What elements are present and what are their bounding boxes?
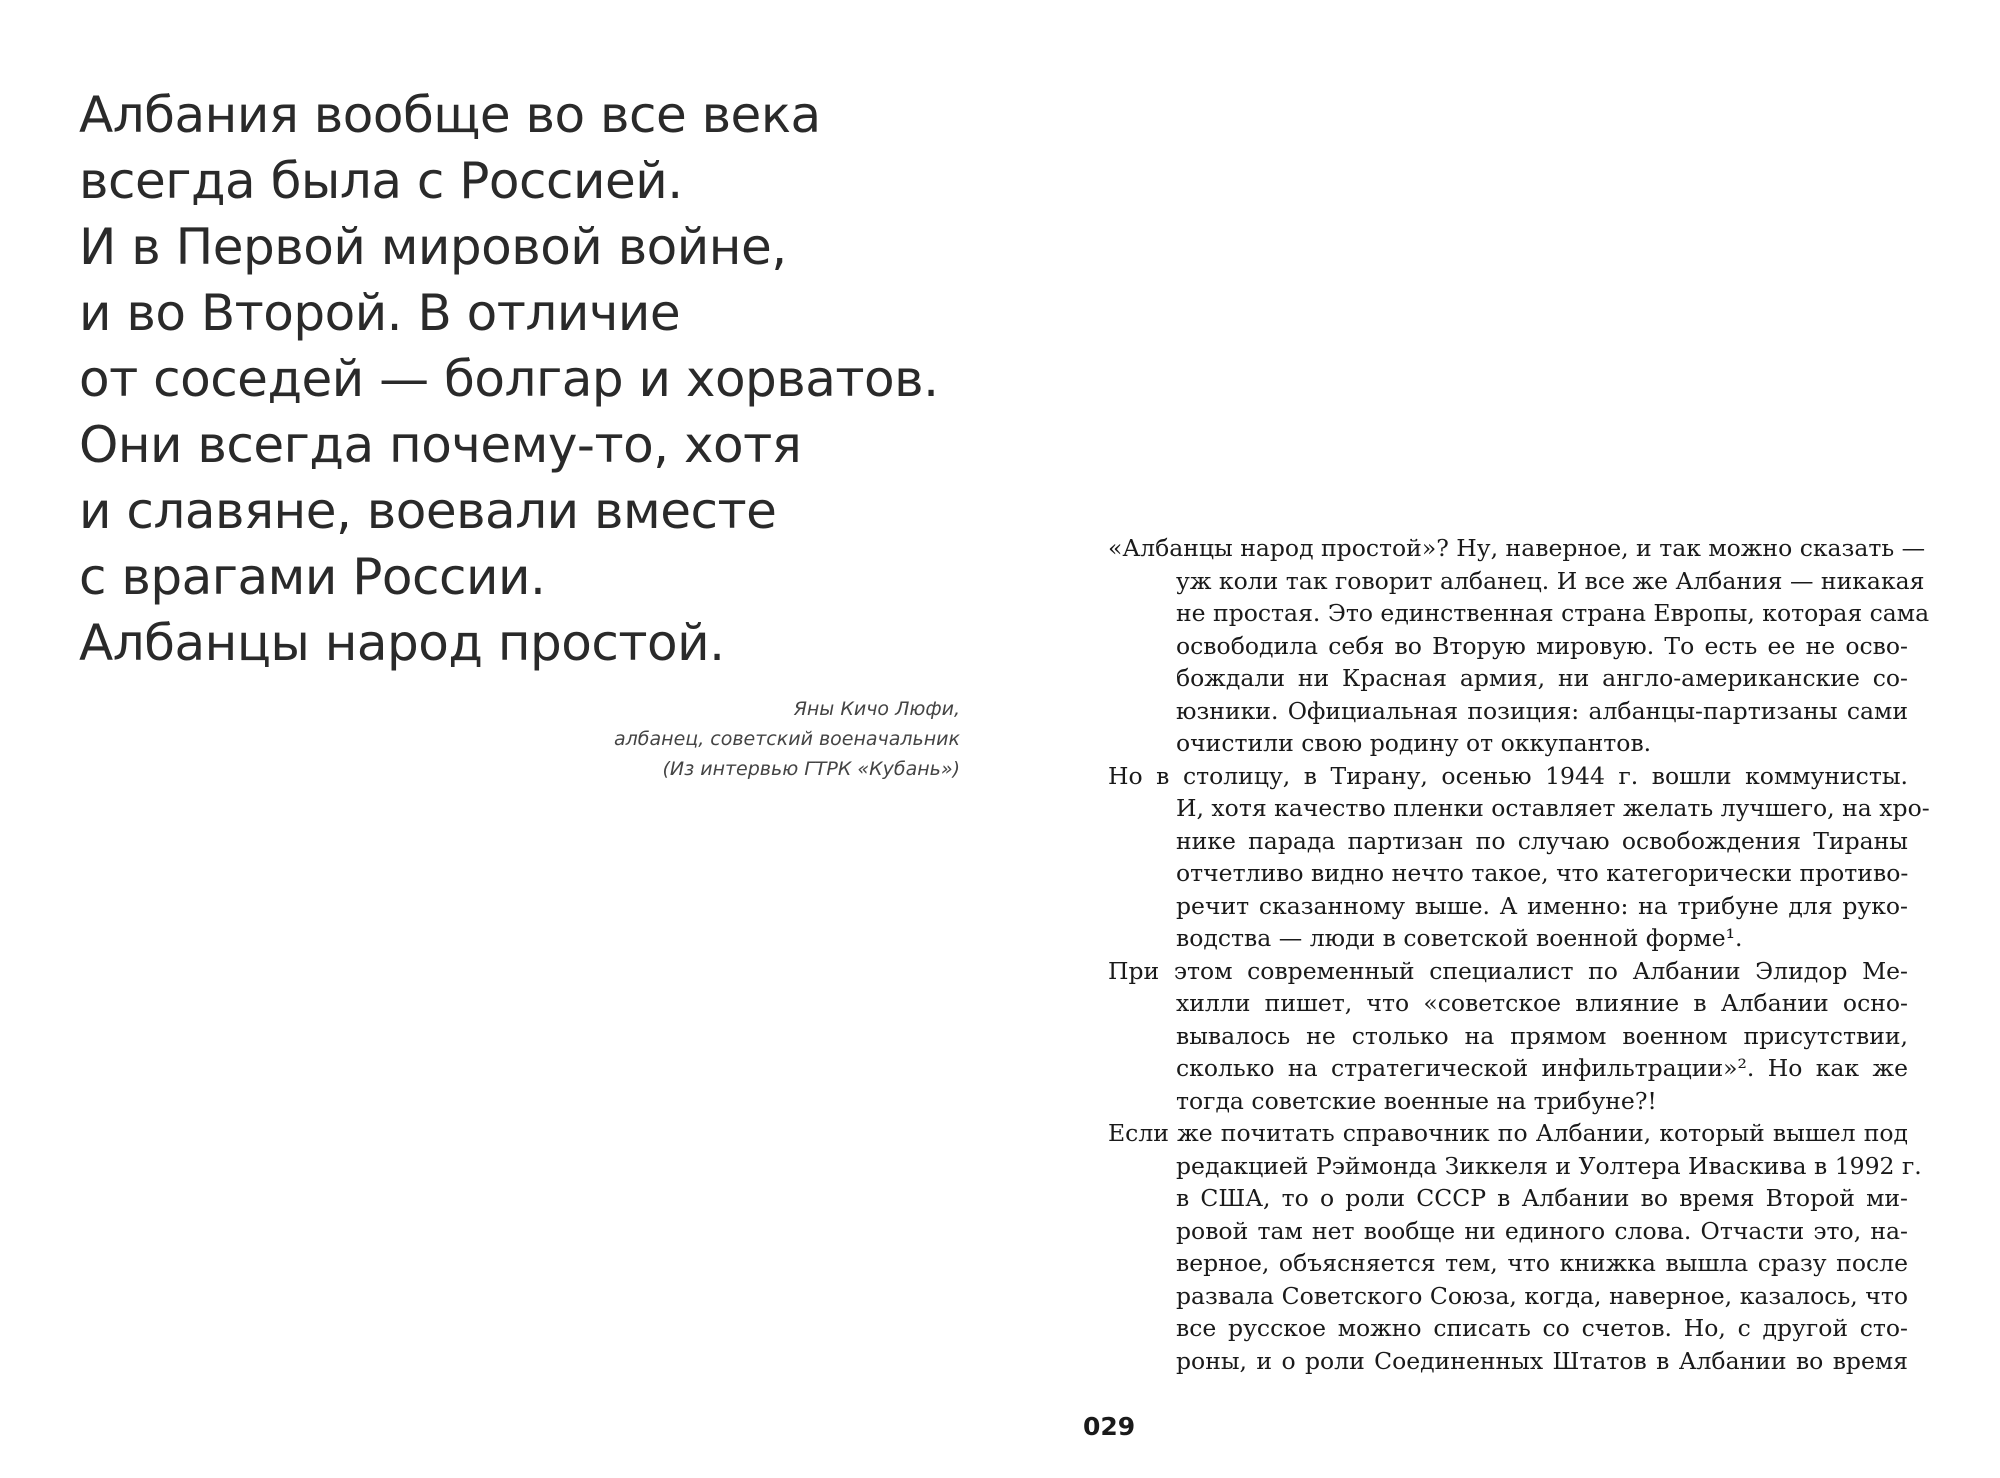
paragraph-4 xyxy=(1108,1117,1922,1377)
text-line: сколько на стратегической инфильтрации»². Но как же xyxy=(1176,1054,1908,1082)
quote-line: Они всегда почему-то, хотя xyxy=(79,416,802,474)
text-line: нике парада партизан по случаю освобождения Тираны xyxy=(1176,826,1908,855)
text-line: ровой там нет вообще ни единого слова. Отчасти это, на- xyxy=(1176,1216,1908,1245)
paragraph-2 xyxy=(1108,760,1930,955)
text-line: освободила себя во Вторую мировую. То есть ее не осво- xyxy=(1176,631,1908,660)
attribution-role: албанец, советский военачальник xyxy=(614,728,960,750)
text-line: юзники. Официальная позиция: албанцы-партизаны сами xyxy=(1176,696,1908,725)
text-line: водства — люди в советской военной форме¹. xyxy=(1176,924,1743,952)
text-line: все русское можно списать со счетов. Но, с другой сто- xyxy=(1176,1314,1908,1342)
text-line: вывалось не столько на прямом военном присутствии, xyxy=(1176,1021,1908,1050)
text-line: тогда советские военные на трибуне?! xyxy=(1176,1086,1657,1115)
text-line: в США, то о роли СССР в Албании во время Второй ми- xyxy=(1176,1184,1908,1212)
paragraph-3 xyxy=(1108,955,1908,1118)
text-line: «Албанцы народ простой»? Ну, наверное, и так можно сказать — xyxy=(1108,534,1926,562)
text-line: Если же почитать справочник по Албании, который вышел под xyxy=(1108,1119,1908,1147)
text-line: верное, объясняется тем, что книжка вышла сразу после xyxy=(1176,1249,1908,1277)
text-line: И, хотя качество пленки оставляет желать лучшего, на хро- xyxy=(1176,794,1930,822)
page-number: 029 xyxy=(1083,1412,1136,1441)
text-line: бождали ни Красная армия, ни англо-американские со- xyxy=(1176,664,1908,692)
text-line: Но в столицу, в Тирану, осенью 1944 г. вошли коммунисты. xyxy=(1108,761,1908,790)
quote-line: и во Второй. В отличие xyxy=(79,284,681,342)
quote-line: с врагами России. xyxy=(79,548,546,606)
quote-line: Албания вообще во все века xyxy=(79,86,821,144)
text-line: очистили свою родину от оккупантов. xyxy=(1176,729,1652,757)
quote-line: И в Первой мировой войне, xyxy=(79,218,787,276)
text-line: речит сказанному выше. А именно: на трибуне для руко- xyxy=(1176,891,1908,920)
attribution-source: (Из интервью ГТРК «Кубань») xyxy=(662,758,960,780)
quote-attribution xyxy=(540,694,960,784)
attribution-name: Яны Кичо Люфи, xyxy=(793,698,960,720)
text-line: уж коли так говорит албанец. И все же Албания — никакая xyxy=(1176,566,1925,595)
text-line: При этом современный специалист по Албании Элидор Ме- xyxy=(1108,956,1908,985)
text-line: отчетливо видно нечто такое, что категорически противо- xyxy=(1176,859,1909,887)
quote-line: и славяне, воевали вместе xyxy=(79,482,777,540)
text-line: развала Советского Союза, когда, наверное, казалось, что xyxy=(1176,1281,1908,1310)
text-line: не простая. Это единственная страна Европы, которая сама xyxy=(1176,599,1930,627)
body-text xyxy=(1108,532,1930,1377)
quote-line: от соседей — болгар и хорватов. xyxy=(79,350,939,408)
text-line: роны, и о роли Соединенных Штатов в Албании во время xyxy=(1176,1346,1908,1375)
text-line: хилли пишет, что «советское влияние в Албании осно- xyxy=(1176,989,1908,1017)
epigraph-quote xyxy=(79,82,979,676)
quote-line: всегда была с Россией. xyxy=(79,152,683,210)
quote-line: Албанцы народ простой. xyxy=(79,614,725,672)
paragraph-1 xyxy=(1108,532,1930,760)
text-line: редакцией Рэймонда Зиккеля и Уолтера Иваскива в 1992 г. xyxy=(1176,1151,1922,1180)
